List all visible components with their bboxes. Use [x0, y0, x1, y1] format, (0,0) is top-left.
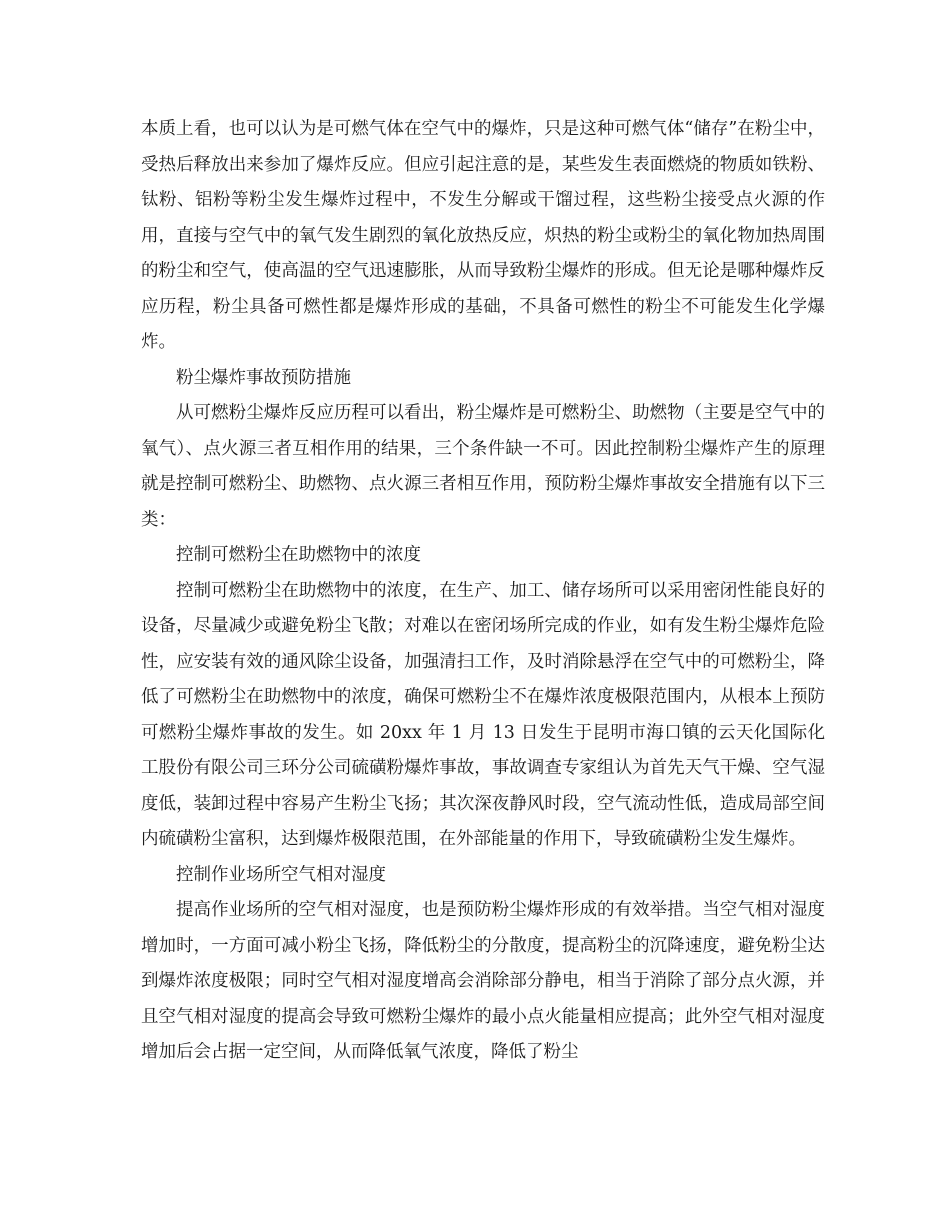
- paragraph-control-concentration: 控制可燃粉尘在助燃物中的浓度，在生产、加工、储存场所可以采用密闭性能良好的设备，尽量减少或避免粉尘飞散；对难以在密闭场所完成的作业，如有发生粉尘爆炸危险性，应安装有效的通风除尘设备，加强清扫工作，及时消除悬浮在空气中的可燃粉尘，降低了可燃粉尘在助燃物中的浓度，确保可燃粉尘不在爆炸浓度极限范围内，从根本上预防可燃粉尘爆炸事故的发生。如 20xx 年 1 月 13 日发生于昆明市海口镇的云天化国际化工股份有限公司三环分公司硫磺粉爆炸事故，事故调查专家组认为首先天气干燥、空气湿度低，装卸过程中容易产生粉尘飞扬；其次深夜静风时段，空气流动性低，造成局部空间内硫磺粉尘富积，达到爆炸极限范围，在外部能量的作用下，导致硫磺粉尘发生爆炸。: [141, 580, 825, 849]
- heading-prevention-measures: 粉尘爆炸事故预防措施: [176, 367, 351, 388]
- heading-control-concentration: 控制可燃粉尘在助燃物中的浓度: [176, 545, 421, 565]
- paragraph-control-humidity: 提高作业场所的空气相对湿度，也是预防粉尘爆炸形成的有效举措。当空气相对湿度增加时，一方面可减小粉尘飞扬，降低粉尘的分散度，提高粉尘的沉降速度，避免粉尘达到爆炸浓度极限；同时空气相对湿度增高会消除部分静电，相当于消除了部分点火源，并且空气相对湿度的提高会导致可燃粉尘爆炸的最小点火能量相应提高；此外空气相对湿度增加后会占据一定空间，从而降低氧气浓度，降低了粉尘: [141, 900, 825, 1062]
- heading-control-humidity: 控制作业场所空气相对湿度: [176, 864, 386, 885]
- paragraph-prevention-overview: 从可燃粉尘爆炸反应历程可以看出，粉尘爆炸是可燃粉尘、助燃物（主要是空气中的氧气）、点火源三者互相作用的结果，三个条件缺一不可。因此控制粉尘爆炸产生的原理就是控制可燃粉尘、助燃物、点火源三者相互作用，预防粉尘爆炸事故安全措施有以下三类：: [141, 403, 825, 530]
- paragraph-intro: 本质上看，也可以认为是可燃气体在空气中的爆炸，只是这种可燃气体“储存”在粉尘中，受热后释放出来参加了爆炸反应。但应引起注意的是，某些发生表面燃烧的物质如铁粉、钛粉、铝粉等粉尘发生爆炸过程中，不发生分解或干馏过程，这些粉尘接受点火源的作用，直接与空气中的氧气发生剧烈的氧化放热反应，炽热的粉尘或粉尘的氧化物加热周围的粉尘和空气，使高温的空气迅速膨胀，从而导致粉尘爆炸的形成。但无论是哪种爆炸反应历程，粉尘具备可燃性都是爆炸形成的基础，不具备可燃性的粉尘不可能发生化学爆炸。: [141, 119, 825, 352]
- document-body: [141, 112, 825, 1071]
